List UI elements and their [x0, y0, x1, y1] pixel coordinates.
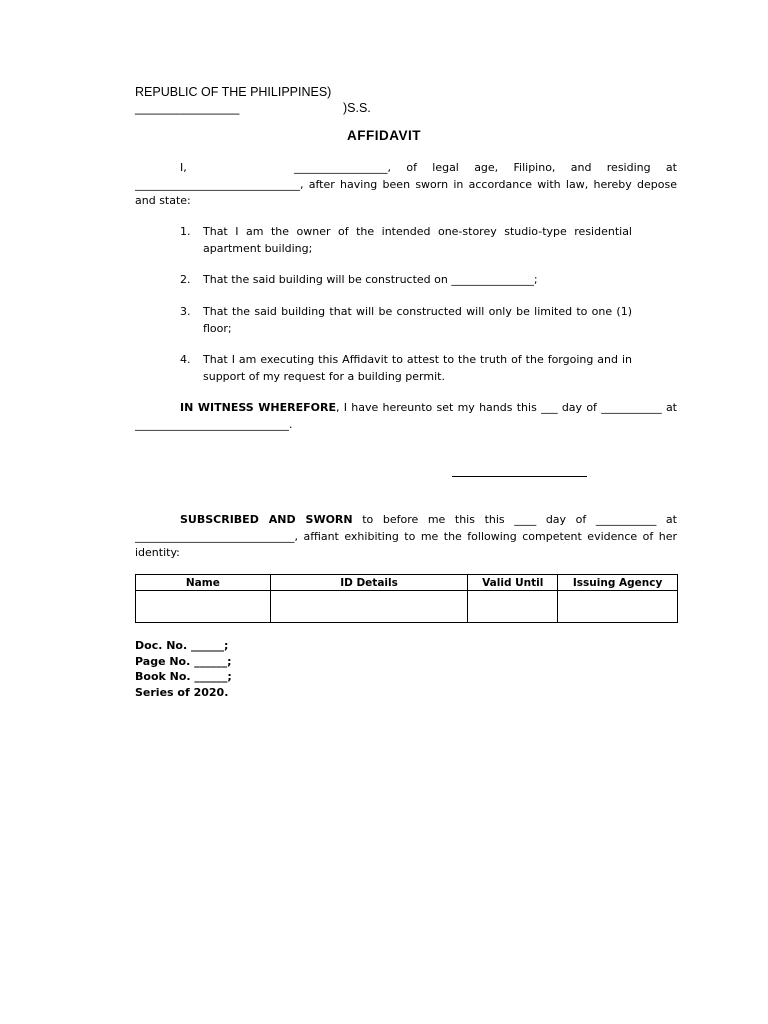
item-number: 4.: [180, 353, 191, 366]
cell-name: [136, 591, 271, 623]
doc-number: Doc. No. ______;: [135, 639, 229, 652]
witness-paragraph: [135, 400, 677, 433]
cell-issuing-agency: [558, 591, 678, 623]
witness-text-1: , I have hereunto set my hands this ___ day of: [335, 401, 597, 414]
item-text: That I am the owner of the intended one-storey studio-type residential apartment building;: [203, 225, 632, 255]
witness-heading: IN WITNESS WHEREFORE: [180, 401, 336, 414]
venue-line: [135, 101, 375, 115]
cell-valid-until: [468, 591, 558, 623]
page-number: Page No. ______;: [135, 654, 232, 668]
series-year: Series of 2020.: [135, 685, 229, 699]
subscribed-text-1: to before me this this ____ day of ___________ at: [352, 513, 677, 526]
signature-line: [452, 466, 587, 477]
ss-label: )S.S.: [343, 101, 371, 115]
item-text: That the said building will be constructed on _______________;: [203, 273, 538, 286]
name-blank: _________________: [294, 161, 388, 174]
list-item: [180, 272, 632, 289]
subscribed-heading: SUBSCRIBED AND SWORN: [180, 513, 353, 526]
column-header-name: Name: [136, 575, 271, 591]
item-number: 2.: [180, 273, 191, 286]
column-header-id-details: ID Details: [270, 575, 468, 591]
cell-id-details: [270, 591, 468, 623]
intro-text-2: , after having been sworn in accordance with law, hereby depose and state:: [135, 177, 677, 207]
intro-paragraph: [135, 160, 677, 210]
jurisdiction-header: REPUBLIC OF THE PHILIPPINES): [135, 85, 332, 99]
item-number: 3.: [180, 305, 191, 318]
item-number: 1.: [180, 225, 191, 238]
list-item: [180, 352, 632, 385]
column-header-valid-until: Valid Until: [468, 575, 558, 591]
document-title: AFFIDAVIT: [347, 128, 421, 143]
intro-lead: I,: [180, 161, 187, 174]
column-header-issuing-agency: Issuing Agency: [558, 575, 678, 591]
venue-blank: _______________: [135, 101, 240, 115]
intro-text-1: , of legal age, Filipino, and residing at: [387, 161, 677, 174]
book-number: Book No. ______;: [135, 670, 232, 683]
table-row: [136, 591, 678, 623]
subscribed-paragraph: [135, 512, 677, 562]
list-item: [180, 304, 632, 337]
notary-block: [135, 638, 232, 700]
address-blank: ______________________________: [135, 177, 300, 191]
item-text: That I am executing this Affidavit to attest to the truth of the forgoing and in support of my request for a building permit.: [203, 353, 632, 383]
item-text: That the said building that will be constructed will only be limited to one (1) floor;: [203, 305, 632, 335]
list-item: [180, 224, 632, 257]
id-table: [135, 574, 678, 623]
witness-text-2: ___________ at ____________________________.: [135, 401, 678, 431]
table-header-row: [136, 575, 678, 591]
subscribed-text-2: _____________________________, affiant exhibiting to me the following competent evidence of her identity:: [135, 529, 677, 559]
